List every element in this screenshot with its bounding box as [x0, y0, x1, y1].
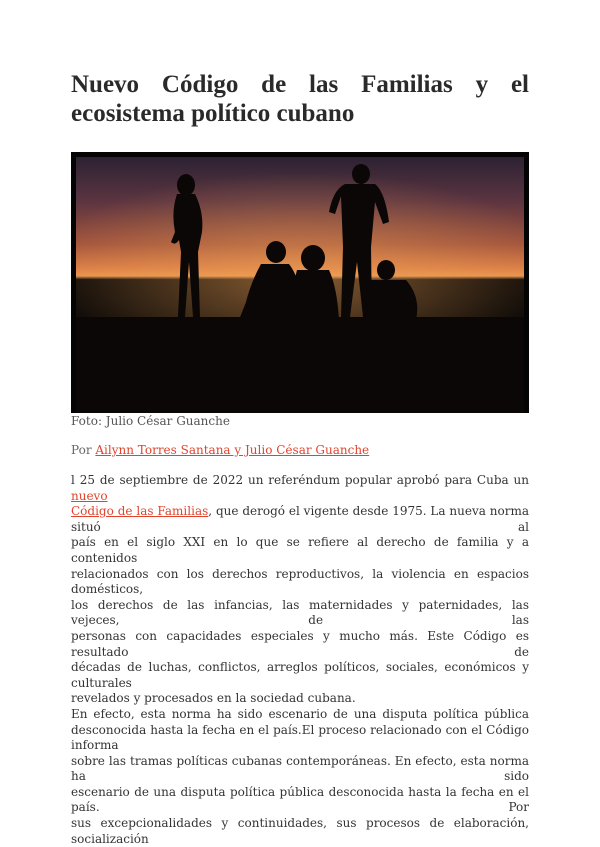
photo-caption: Foto: Julio César Guanche — [71, 414, 230, 428]
body-line — [71, 785, 529, 816]
body-link[interactable]: nuevo — [71, 488, 108, 503]
body-line — [71, 660, 529, 691]
body-text: En efecto, esta norma ha sido escenario de una disputa política pública — [71, 706, 529, 721]
body-line — [71, 691, 529, 707]
body-line — [71, 473, 529, 504]
byline — [71, 443, 369, 457]
article-title: Nuevo Código de las Familias y el ecosistema político cubano — [71, 71, 529, 127]
body-line — [71, 598, 529, 629]
body-text: , que derogó el vigente desde 1975. La nueva norma situó al — [71, 504, 529, 534]
sunset-silhouettes-image — [71, 152, 529, 413]
body-line — [71, 723, 529, 754]
body-text: sobre las tramas políticas cubanas contemporáneas. En efecto, esta norma ha sido — [71, 753, 529, 784]
body-text: sus excepcionalidades y continuidades, sus procesos de elaboración, socialización — [71, 816, 529, 846]
article-photo — [71, 152, 529, 413]
body-line — [71, 707, 529, 723]
body-text: l 25 de septiembre de 2022 un referéndum popular aprobó para Cuba un — [71, 473, 529, 487]
byline-authors-link[interactable]: Ailynn Torres Santana y Julio César Guanche — [95, 443, 370, 457]
body-text: los derechos de las infancias, las maternidades y paternidades, las vejeces, de las — [71, 597, 529, 628]
body-text: personas con capacidades especiales y mucho más. Este Código es resultado de — [71, 628, 529, 659]
article-body — [71, 473, 529, 847]
body-line — [71, 504, 529, 535]
body-text: escenario de una disputa política pública desconocida hasta la fecha en el país. Por — [71, 784, 529, 815]
body-line — [71, 629, 529, 660]
body-text: relacionados con los derechos reproductivos, la violencia en espacios domésticos, — [71, 566, 529, 597]
body-text: revelados y procesados en la sociedad cubana. — [71, 691, 356, 706]
body-text: décadas de luchas, conflictos, arreglos políticos, sociales, económicos y culturales — [71, 660, 529, 690]
body-line — [71, 535, 529, 566]
body-line — [71, 754, 529, 785]
body-text: país en el siglo XXI en lo que se refiere al derecho de familia y a contenidos — [71, 535, 529, 565]
body-line — [71, 567, 529, 598]
body-link[interactable]: Código de las Familias — [71, 504, 209, 519]
body-line — [71, 816, 529, 847]
byline-prefix: Por — [71, 443, 92, 457]
body-text: desconocida hasta la fecha en el país.El proceso relacionado con el Código informa — [71, 722, 529, 753]
